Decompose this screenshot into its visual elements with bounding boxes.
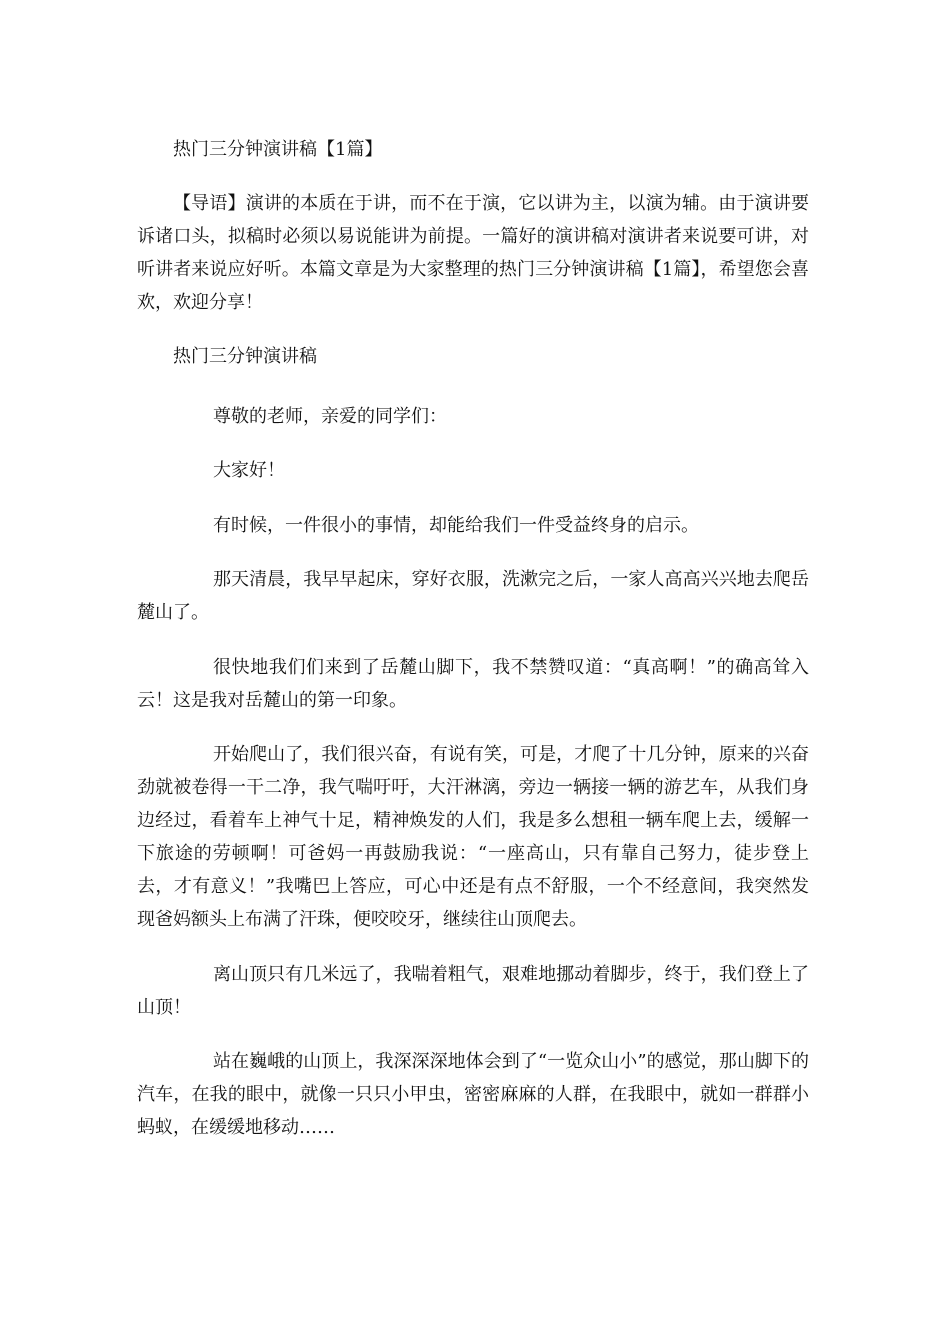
body-paragraph: 开始爬山了，我们很兴奋，有说有笑，可是，才爬了十几分钟，原来的兴奋劲就被卷得一干二净，我气喘吁吁，大汗淋漓，旁边一辆接一辆的游艺车，从我们身边经过，看着车上神气十足，精神焕发的人们，我是多么想租一辆车爬上去，缓解一下旅途的劳顿啊！可爸妈一再鼓励我说：“一座高山，只有靠自己努力，徒步登上去，才有意义！”我嘴巴上答应，可心中还是有点不舒服，一个不经意间，我突然发现爸妈额头上布满了汗珠，便咬咬牙，继续往山顶爬去。 [137,744,809,930]
salutation: 尊敬的老师，亲爱的同学们： [213,406,447,427]
body-paragraph: 有时候，一件很小的事情，却能给我们一件受益终身的启示。 [213,515,699,536]
intro-paragraph: 【导语】演讲的本质在于讲，而不在于演，它以讲为主，以演为辅。由于演讲要诉诸口头，拟稿时必须以易说能讲为前提。一篇好的演讲稿对演讲者来说要可讲，对听讲者来说应好听。本篇文章是为大家整理的热门三分钟演讲稿【1篇】，希望您会喜欢，欢迎分享！ [137,193,809,313]
speech-title: 热门三分钟演讲稿 [173,346,317,367]
document-title: 热门三分钟演讲稿【1篇】 [173,139,383,160]
body-paragraph: 离山顶只有几米远了，我喘着粗气，艰难地挪动着脚步，终于，我们登上了山顶！ [137,964,809,1018]
body-paragraph: 很快地我们们来到了岳麓山脚下，我不禁赞叹道：“真高啊！”的确高耸入云！这是我对岳麓山的第一印象。 [137,657,809,711]
body-paragraph: 那天清晨，我早早起床，穿好衣服，洗漱完之后，一家人高高兴兴地去爬岳麓山了。 [137,569,809,623]
greeting: 大家好！ [213,460,285,481]
body-paragraph: 站在巍峨的山顶上，我深深深地体会到了“一览众山小”的感觉，那山脚下的汽车，在我的眼中，就像一只只小甲虫，密密麻麻的人群，在我眼中，就如一群群小蚂蚁，在缓缓地移动…… [137,1051,809,1138]
